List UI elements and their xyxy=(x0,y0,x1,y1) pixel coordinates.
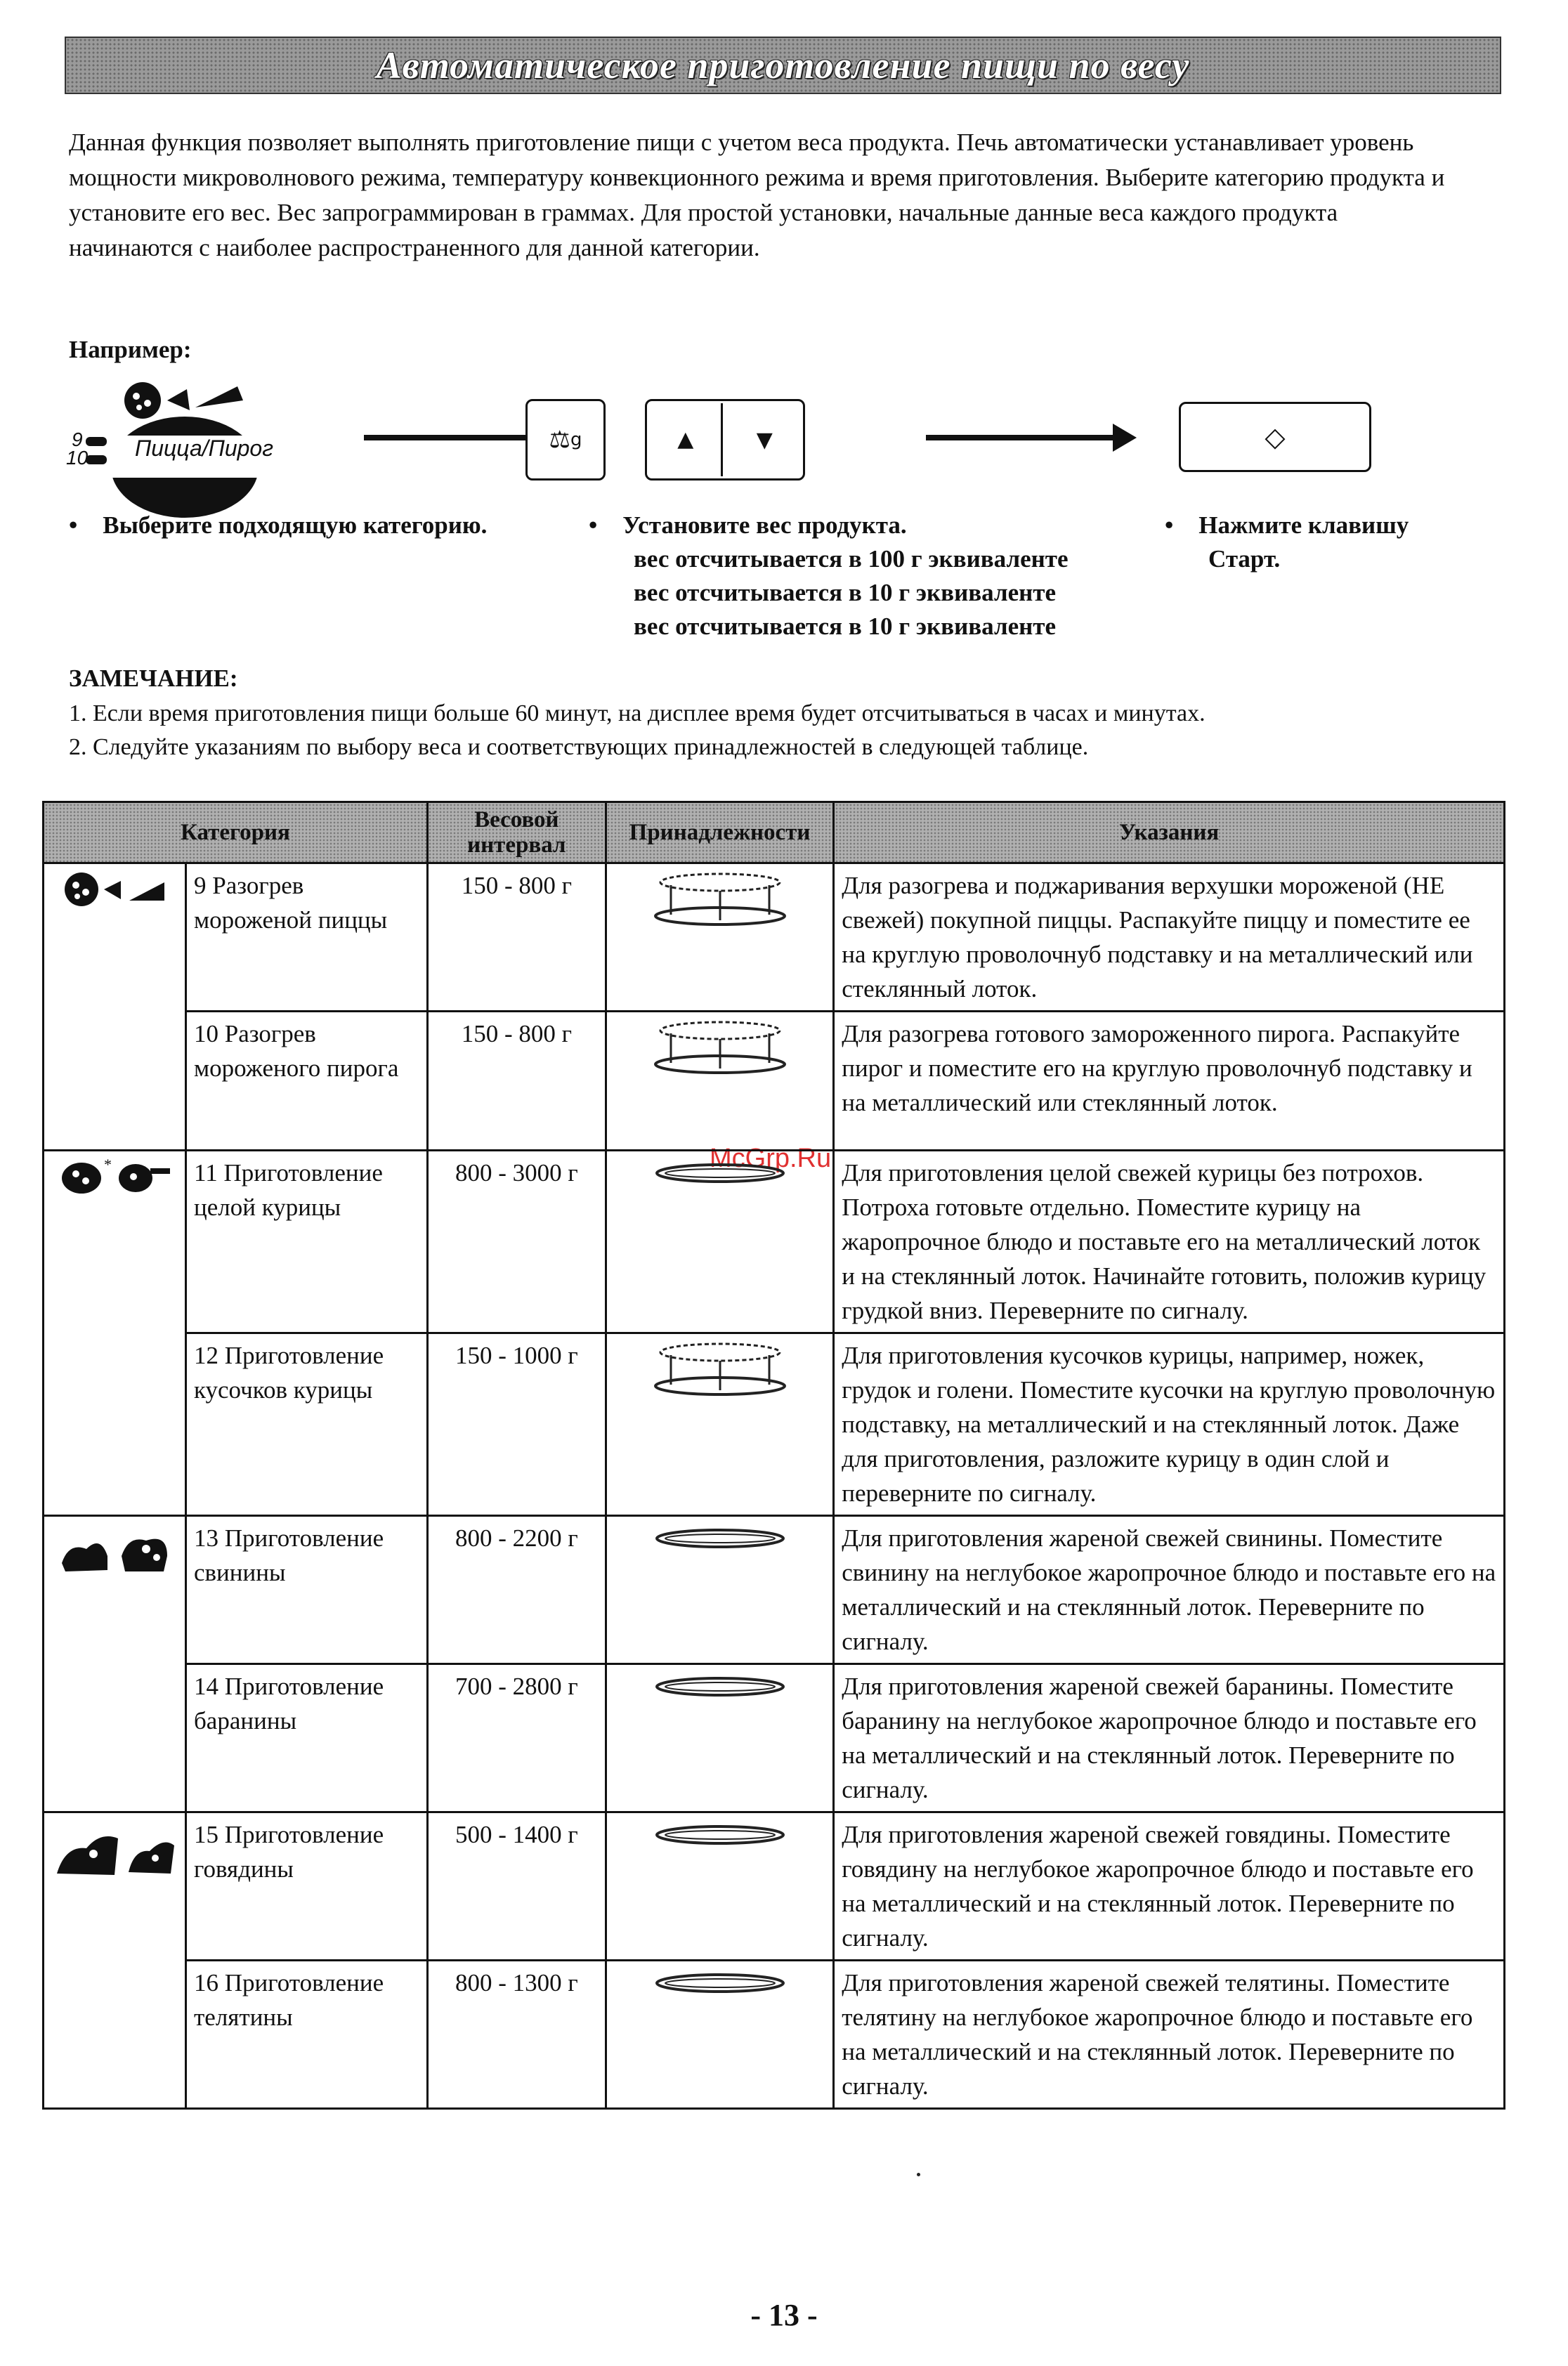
table-row xyxy=(44,1516,1505,1664)
beef-veal-category-icon xyxy=(44,1812,186,2109)
instruction-text: Для приготовления жареной свежей телятины. Поместите телятину на неглубокое жаропрочное блюдо и поставьте его на металлический и на стеклянный лоток. Переверните по сигналу. xyxy=(834,1961,1505,2109)
category-number: 14 xyxy=(194,1673,218,1700)
bullet-select-category: • Выберите подходящую категорию. xyxy=(69,511,488,539)
weight-range: 800 - 2200 г xyxy=(427,1516,606,1664)
table-row xyxy=(44,1333,1505,1516)
bullet-set-weight: • Установите вес продукта. вес отсчитывается в 100 г эквиваленте вес отсчитывается в 10 г эквиваленте вес отсчитывается в 10 г эквиваленте xyxy=(589,509,1069,643)
category-name: Приготовление целой курицы xyxy=(194,1159,383,1221)
instruction-text: Для разогрева и поджаривания верхушки мороженой (НЕ свежей) покупной пиццы. Распакуйте пиццу и поместите ее на круглую проволочнуб подставку и на металлический или стеклянный лоток. xyxy=(834,863,1505,1012)
category-number: 11 xyxy=(194,1159,218,1187)
category-number: 10 xyxy=(194,1020,218,1047)
page-number: - 13 - xyxy=(750,2298,818,2332)
bullet-text: Выберите подходящую категорию. xyxy=(103,511,488,539)
weight-range: 500 - 1400 г xyxy=(427,1812,606,1961)
instruction-text: Для разогрева готового замороженного пирога. Распакуйте пирог и поместите его на круглую проволочнуб подставку и на металлический или стеклянный лоток. xyxy=(834,1012,1505,1151)
note-item: 1. Если время приготовления пищи больше 60 минут, на дисплее время будет отсчитываться в часах и минутах. xyxy=(69,700,1206,726)
weight-step-line: вес отсчитывается в 10 г эквиваленте xyxy=(634,579,1057,606)
start-key-button[interactable] xyxy=(1179,402,1371,472)
dish-icon xyxy=(606,1664,833,1812)
weight-step-line: вес отсчитывается в 10 г эквиваленте xyxy=(634,613,1057,640)
header-accessories: Принадлежности xyxy=(606,802,833,863)
down-arrow-button[interactable]: ▼ xyxy=(756,427,773,452)
svg-text:*: * xyxy=(104,1156,112,1173)
category-name: Приготовление свинины xyxy=(194,1524,384,1586)
pizza-category-icon xyxy=(44,863,186,1151)
category-number: 16 xyxy=(194,1969,218,1996)
arrow-right-icon xyxy=(364,435,540,440)
watermark: McGrp.Ru xyxy=(710,1144,832,1173)
table-row xyxy=(44,1961,1505,2109)
note-item: 2. Следуйте указаниям по выбору веса и соответствующих принадлежностей в следующей таблице. xyxy=(69,734,1089,760)
bullet-text: Установите вес продукта. xyxy=(622,511,907,539)
header-category: Категория xyxy=(44,802,428,863)
dial-label: Пицца/Пирог xyxy=(132,436,276,462)
category-name: Приготовление баранины xyxy=(194,1673,384,1734)
bullet-text: Нажмите клавишу xyxy=(1198,511,1409,539)
dish-icon xyxy=(606,1151,833,1333)
table-row xyxy=(44,1151,1505,1333)
dish-icon xyxy=(606,1516,833,1664)
round-rack-icon xyxy=(606,863,833,1012)
weight-cooking-table xyxy=(42,801,1505,2110)
instruction-text: Для приготовления жареной свежей говядины. Поместите говядину на неглубокое жаропрочное блюдо и поставьте его на металлический и на стеклянный лоток. Переверните по сигналу. xyxy=(834,1812,1505,1961)
weight-range: 700 - 2800 г xyxy=(427,1664,606,1812)
note-heading: ЗАМЕЧАНИЕ: xyxy=(69,665,238,692)
table-row xyxy=(44,1664,1505,1812)
table-row xyxy=(44,1812,1505,1961)
dish-icon xyxy=(606,1812,833,1961)
dish-icon xyxy=(606,1961,833,2109)
weight-key-button[interactable] xyxy=(525,399,606,481)
chicken-category-icon xyxy=(44,1151,186,1516)
instruction-text: Для приготовления жареной свежей свинины. Поместите свинину на неглубокое жаропрочное блюдо и поставьте его на металлический и на стеклянный лоток. Переверните по сигналу. xyxy=(834,1516,1505,1664)
intro-paragraph: Данная функция позволяет выполнять приготовление пищи с учетом веса продукта. Печь автоматически устанавливает уровень мощности микроволнового режима, температуру конвекционного режима и время приготовления. Выберите категорию продукта и установите его вес. Вес запрограммирован в граммах. Для простой установки, начальные данные веса каждого продукта начинаются с наиболее распространенного для данной категории. xyxy=(69,129,1445,261)
table-row xyxy=(44,1012,1505,1151)
dial-number-9: 9 xyxy=(72,429,83,450)
category-name: Приготовление телятины xyxy=(194,1969,384,2031)
category-name: Разогрев мороженой пиццы xyxy=(194,872,388,934)
notes-list xyxy=(69,697,1206,764)
category-number: 15 xyxy=(194,1821,218,1848)
category-name: Разогрев мороженого пирога xyxy=(194,1020,399,1082)
bullet-press-start: • Нажмите клавишу Старт. xyxy=(1165,509,1409,576)
header-instructions: Указания xyxy=(834,802,1505,863)
instruction-text: Для приготовления жареной свежей баранины. Поместите баранину на неглубокое жаропрочное блюдо и поставьте его на металлический и на стеклянный лоток. Переверните по сигналу. xyxy=(834,1664,1505,1812)
weight-range: 150 - 800 г xyxy=(427,1012,606,1151)
bullet-text: Старт. xyxy=(1208,545,1281,573)
up-arrow-button[interactable]: ▲ xyxy=(651,403,723,476)
dial-number-10: 10 xyxy=(66,447,89,469)
instruction-text: Для приготовления кусочков курицы, например, ножек, грудок и голени. Поместите кусочки на круглую проволочную подставку, на металлический и на стеклянный лоток. Даже для приготовления, разложите курицу в один слой и переверните по сигналу. xyxy=(834,1333,1505,1516)
weight-step-line: вес отсчитывается в 100 г эквиваленте xyxy=(634,545,1069,573)
category-name: Приготовление кусочков курицы xyxy=(194,1342,384,1404)
instruction-text: Для приготовления целой свежей курицы без потрохов. Потроха готовьте отдельно. Поместите курицу на жаропрочное блюдо и поставьте его на металлический лоток и на стеклянный лоток. Начинайте готовить, положив курицу грудкой вниз. Переверните по сигналу. xyxy=(834,1151,1505,1333)
example-diagram xyxy=(66,379,1502,520)
speck xyxy=(917,2173,920,2176)
table-row xyxy=(44,863,1505,1012)
header-weight: Весовой интервал xyxy=(427,802,606,863)
pizza-dial-icon xyxy=(66,379,301,520)
up-down-key-group xyxy=(645,399,805,481)
start-icon: ◇ xyxy=(1265,421,1286,452)
page-title: Автоматическое приготовление пищи по весу xyxy=(376,44,1190,86)
example-label: Например: xyxy=(69,336,192,363)
weight-key-label: g xyxy=(570,429,582,450)
round-rack-icon xyxy=(606,1012,833,1151)
table-header xyxy=(44,802,1505,863)
page-title-bar xyxy=(65,37,1501,94)
weight-range: 150 - 800 г xyxy=(427,863,606,1012)
category-number: 13 xyxy=(194,1524,218,1552)
arrow-right-icon xyxy=(926,435,1116,440)
weight-range: 800 - 3000 г xyxy=(427,1151,606,1333)
pork-lamb-category-icon xyxy=(44,1516,186,1812)
category-name: Приготовление говядины xyxy=(194,1821,384,1883)
category-number: 9 xyxy=(194,872,207,899)
weight-range: 150 - 1000 г xyxy=(427,1333,606,1516)
weight-icon: ⚖ xyxy=(549,426,570,454)
weight-range: 800 - 1300 г xyxy=(427,1961,606,2109)
category-number: 12 xyxy=(194,1342,218,1369)
round-rack-icon xyxy=(606,1333,833,1516)
